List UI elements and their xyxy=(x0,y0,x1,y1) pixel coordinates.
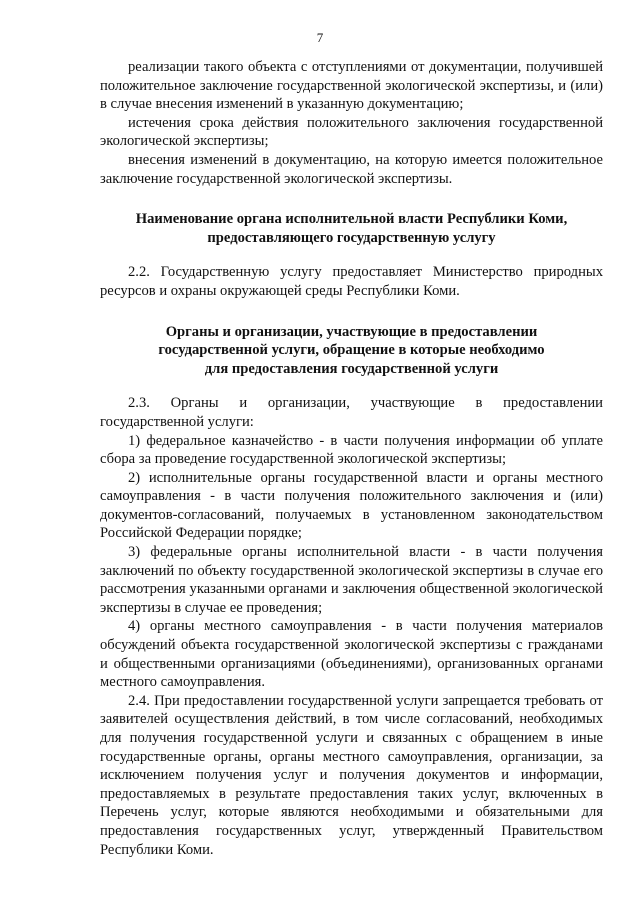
paragraph-intro-3: внесения изменений в документацию, на которую имеется положительное заключение государственной экологической экспертизы. xyxy=(100,151,603,187)
heading-line: государственной услуги, обращение в которые необходимо xyxy=(158,342,545,359)
paragraph-2-3: 2.3. Органы и организации, участвующие в предоставлении государственной услуги: xyxy=(100,395,603,430)
paragraph-2-4: 2.4. При предоставлении государственной услуги запрещается требовать от заявителей осуществления действий, в том числе согласований, необходимых для получения государственной услуги и связанных с обращением в иные государственные органы, органы местного самоуправления, организации, за исключением получения услуг и получения документов и информации, предоставляемых в результате предоставления таких услуг, включенных в Перечень услуг, которые являются необходимыми и обязательными для предоставления государственных услуг, утвержденный Правительством Республики Коми. xyxy=(100,692,603,858)
paragraph-2-2: 2.2. Государственную услугу предоставляет Министерство природных ресурсов и охраны окружающей среды Республики Коми. xyxy=(100,264,603,299)
section-heading-executive-body xyxy=(100,210,603,247)
document-body xyxy=(100,58,603,859)
list-item-4: 4) органы местного самоуправления - в части получения материалов обсуждений объекта государственной экологической экспертизы с гражданами и общественными организациями (объединениями), организованных органами местного самоуправления. xyxy=(100,618,603,691)
list-item-1: 1) федеральное казначейство - в части получения информации об уплате сбора за проведение государственной экологической экспертизы; xyxy=(100,432,603,468)
section-heading-participating-bodies xyxy=(100,323,603,379)
list-item-3: 3) федеральные органы исполнительной власти - в части получения заключений по объекту государственной экологической экспертизы в случае его рассмотрения указанными органами и заключения общественной экологической экспертизы в случае ее проведения; xyxy=(100,544,603,616)
heading-line: предоставляющего государственную услугу xyxy=(207,229,496,246)
list-item-2: 2) исполнительные органы государственной власти и органы местного самоуправления - в части получения положительного заключения и (или) документов-согласований, получаемых в установленном законодательством Российской Федерации порядке; xyxy=(100,469,603,542)
heading-line: Наименование органа исполнительной власти Республики Коми, xyxy=(135,211,568,228)
paragraph-intro-2: истечения срока действия положительного заключения государственной экологической экспертизы; xyxy=(100,114,603,150)
page-number: 7 xyxy=(316,30,324,45)
heading-line: Органы и организации, участвующие в предоставлении xyxy=(165,323,538,340)
heading-line: для предоставления государственной услуги xyxy=(204,360,499,377)
paragraph-intro-1: реализации такого объекта с отступлениями от документации, получившей положительное заключение государственной экологической экспертизы, и (или) в случае внесения изменений в указанную документацию; xyxy=(100,59,603,113)
